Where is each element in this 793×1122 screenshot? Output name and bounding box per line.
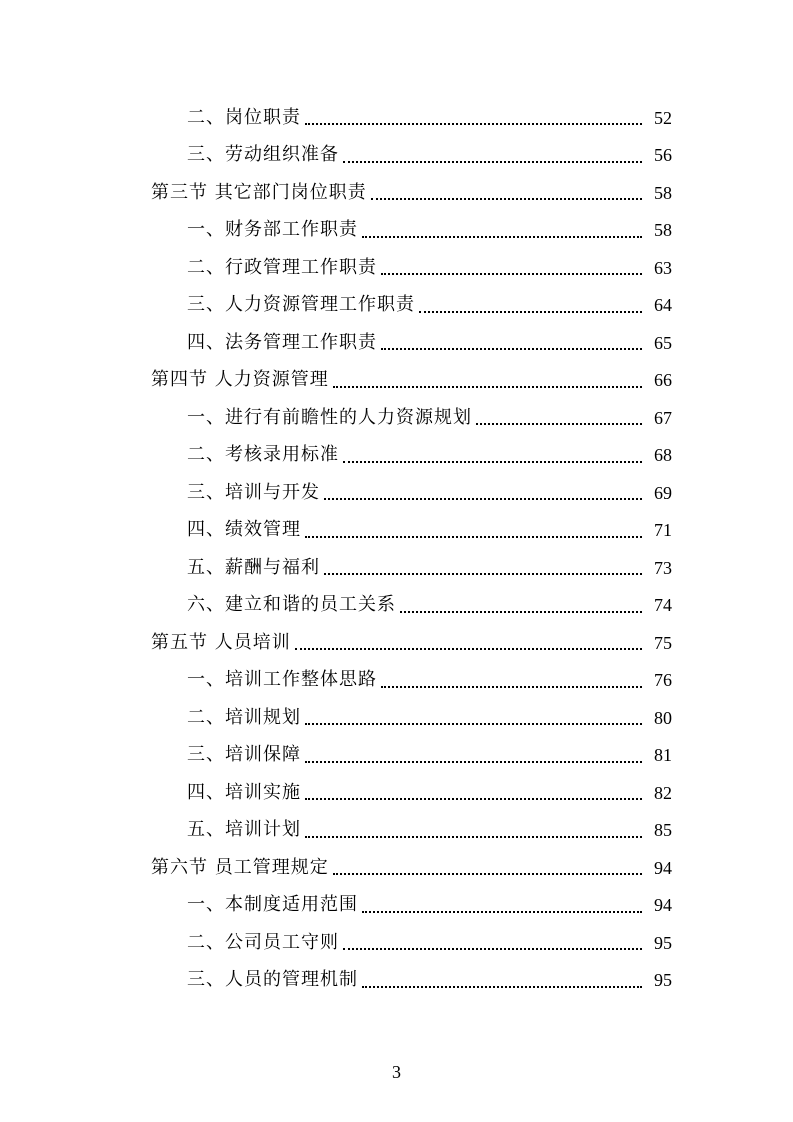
toc-entry-page: 64: [654, 295, 672, 316]
dot-leader: [381, 272, 642, 275]
dot-leader: [324, 572, 642, 575]
dot-leader: [305, 835, 642, 838]
dot-leader: [305, 535, 642, 538]
toc-subsection-entry[interactable]: [0, 137, 793, 175]
dot-leader: [362, 235, 642, 238]
toc-entry-label: 三、人员的管理机制: [187, 969, 358, 991]
toc-entry-page: 63: [654, 257, 672, 278]
toc-subsection-entry[interactable]: [0, 662, 793, 700]
dot-leader: [343, 460, 642, 463]
dot-leader: [305, 760, 642, 763]
toc-entry-page: 56: [654, 145, 672, 166]
toc-entry-label: 二、培训规划: [187, 706, 301, 728]
toc-entry-label: 五、薪酬与福利: [187, 556, 320, 578]
dot-leader: [333, 872, 642, 875]
toc-entry-page: 81: [654, 745, 672, 766]
toc-subsection-entry[interactable]: [0, 887, 793, 925]
toc-subsection-entry[interactable]: [0, 249, 793, 287]
dot-leader: [476, 422, 642, 425]
toc-entry-label: 四、绩效管理: [187, 519, 301, 541]
toc-entry-page: 85: [654, 820, 672, 841]
toc-subsection-entry[interactable]: [0, 549, 793, 587]
toc-entry-label: 三、劳动组织准备: [187, 144, 339, 166]
toc-entry-label: 五、培训计划: [187, 819, 301, 841]
toc-section-entry[interactable]: [0, 174, 793, 212]
toc-subsection-entry[interactable]: [0, 512, 793, 550]
toc-entry-page: 80: [654, 707, 672, 728]
toc-entry-label: 三、人力资源管理工作职责: [187, 294, 415, 316]
toc-subsection-entry[interactable]: [0, 699, 793, 737]
toc-subsection-entry[interactable]: [0, 99, 793, 137]
dot-leader: [419, 310, 642, 313]
toc-subsection-entry[interactable]: [0, 587, 793, 625]
toc-entry-page: 74: [654, 595, 672, 616]
toc-subsection-entry[interactable]: [0, 924, 793, 962]
dot-leader: [343, 947, 642, 950]
toc-entry-label: 二、考核录用标准: [187, 444, 339, 466]
toc-entry-label: 六、建立和谐的员工关系: [187, 594, 396, 616]
dot-leader: [305, 122, 642, 125]
toc-entry-page: 66: [654, 370, 672, 391]
toc-entry-label: 一、进行有前瞻性的人力资源规划: [187, 406, 472, 428]
toc-entry-label: 第四节 人力资源管理: [151, 369, 329, 391]
toc-entry-label: 第三节 其它部门岗位职责: [151, 181, 367, 203]
table-of-contents: [0, 99, 793, 999]
toc-entry-page: 65: [654, 332, 672, 353]
dot-leader: [381, 347, 642, 350]
toc-entry-page: 58: [654, 220, 672, 241]
toc-entry-label: 第六节 员工管理规定: [151, 856, 329, 878]
dot-leader: [295, 647, 642, 650]
toc-subsection-entry[interactable]: [0, 812, 793, 850]
toc-entry-label: 二、行政管理工作职责: [187, 256, 377, 278]
page-number: 3: [392, 1062, 401, 1082]
toc-entry-page: 68: [654, 445, 672, 466]
toc-entry-label: 第五节 人员培训: [151, 631, 291, 653]
dot-leader: [333, 385, 642, 388]
dot-leader: [362, 910, 642, 913]
toc-section-entry[interactable]: [0, 849, 793, 887]
toc-entry-label: 四、培训实施: [187, 781, 301, 803]
toc-subsection-entry[interactable]: [0, 399, 793, 437]
toc-entry-page: 95: [654, 932, 672, 953]
toc-subsection-entry[interactable]: [0, 474, 793, 512]
toc-entry-label: 四、法务管理工作职责: [187, 331, 377, 353]
toc-subsection-entry[interactable]: [0, 287, 793, 325]
toc-entry-page: 58: [654, 182, 672, 203]
toc-entry-page: 71: [654, 520, 672, 541]
toc-subsection-entry[interactable]: [0, 324, 793, 362]
dot-leader: [305, 722, 642, 725]
dot-leader: [400, 610, 642, 613]
toc-subsection-entry[interactable]: [0, 437, 793, 475]
dot-leader: [381, 685, 642, 688]
toc-entry-page: 82: [654, 782, 672, 803]
toc-entry-label: 一、财务部工作职责: [187, 219, 358, 241]
toc-subsection-entry[interactable]: [0, 774, 793, 812]
toc-entry-label: 二、公司员工守则: [187, 931, 339, 953]
toc-entry-page: 67: [654, 407, 672, 428]
toc-entry-page: 76: [654, 670, 672, 691]
toc-entry-label: 二、岗位职责: [187, 106, 301, 128]
toc-entry-page: 75: [654, 632, 672, 653]
toc-subsection-entry[interactable]: [0, 962, 793, 1000]
toc-section-entry[interactable]: [0, 362, 793, 400]
dot-leader: [371, 197, 642, 200]
toc-entry-page: 52: [654, 107, 672, 128]
dot-leader: [324, 497, 642, 500]
toc-subsection-entry[interactable]: [0, 737, 793, 775]
toc-section-entry[interactable]: [0, 624, 793, 662]
toc-entry-page: 95: [654, 970, 672, 991]
dot-leader: [343, 160, 642, 163]
toc-entry-label: 一、培训工作整体思路: [187, 669, 377, 691]
toc-entry-label: 一、本制度适用范围: [187, 894, 358, 916]
toc-entry-label: 三、培训与开发: [187, 481, 320, 503]
toc-entry-page: 73: [654, 557, 672, 578]
toc-entry-page: 94: [654, 857, 672, 878]
dot-leader: [305, 797, 642, 800]
dot-leader: [362, 985, 642, 988]
toc-entry-label: 三、培训保障: [187, 744, 301, 766]
toc-subsection-entry[interactable]: [0, 212, 793, 250]
toc-entry-page: 94: [654, 895, 672, 916]
toc-entry-page: 69: [654, 482, 672, 503]
